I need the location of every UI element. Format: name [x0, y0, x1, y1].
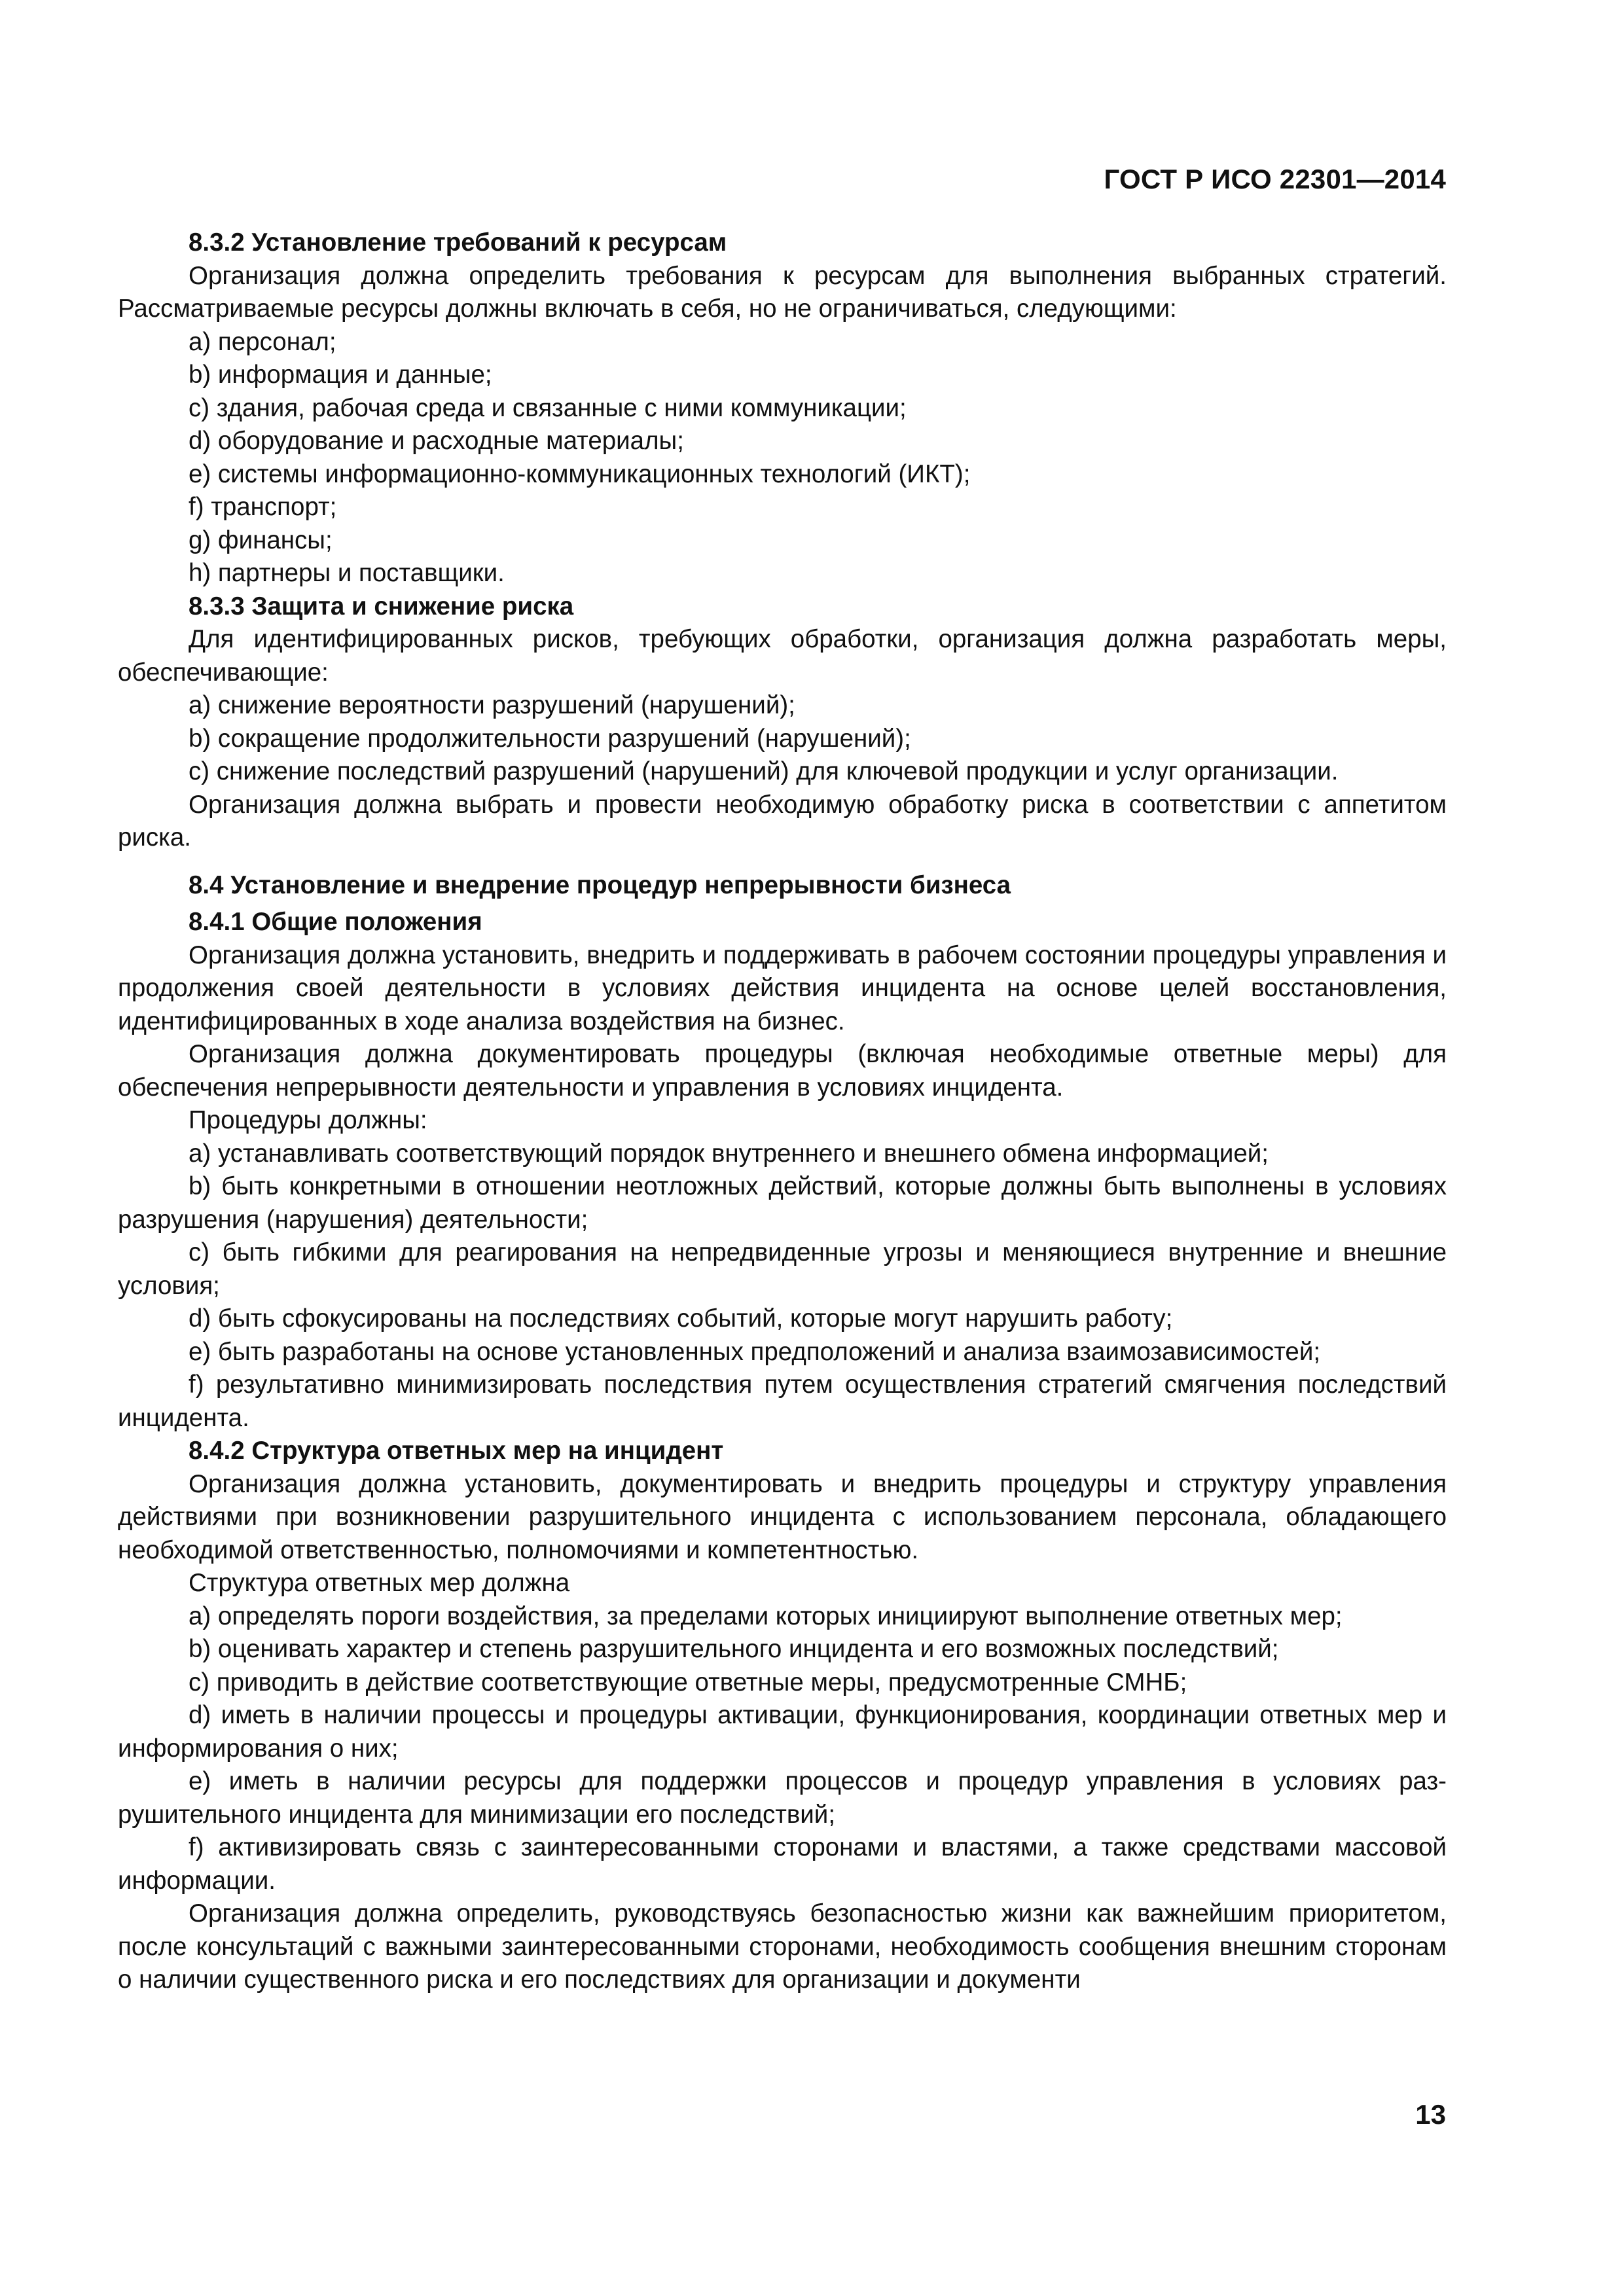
subsection-heading: 8.4.1 Общие положения [189, 908, 482, 936]
paragraph: c) снижение последствий разрушений (нарушений) для ключевой продукции и услуг организации. [189, 757, 1339, 785]
paragraph: d) иметь в наличии процессы и процедуры активации, функционирования, координации ответных мер и информирования о них; [118, 1701, 1447, 1763]
paragraph: g) финансы; [189, 526, 333, 554]
paragraph: e) быть разработаны на основе установленных предположений и анализа взаимозависимостей; [189, 1337, 1321, 1366]
paragraph: d) оборудование и расходные материалы; [189, 427, 684, 455]
paragraph: b) информация и данные; [189, 361, 492, 389]
paragraph: h) партнеры и поставщики. [189, 559, 505, 587]
paragraph: Для идентифицированных рисков, требующих обработки, организация должна разработать меры, обеспечивающие: [118, 625, 1447, 687]
paragraph: Организация должна установить, внедрить и поддерживать в рабочем состоянии процедуры управления и продолжения своей деятельности в условиях действия инцидента на основе целей восстановления, идентифицированных в ходе анализа воздействия на бизнес. [118, 941, 1447, 1035]
paragraph: e) системы информационно-коммуникационных технологий (ИКТ); [189, 459, 971, 488]
paragraph: а) определять пороги воздействия, за пределами которых инициируют выполнение ответных мер; [189, 1602, 1343, 1630]
paragraph: Организация должна выбрать и провести необходимую обработку риска в соответствии с аппетитом риска. [118, 790, 1447, 852]
paragraph: e) иметь в наличии ресурсы для поддержки процессов и процедур управления в условиях разрушительного инцидента для минимизации его последствий; [118, 1767, 1447, 1829]
paragraph: а) персонал; [189, 327, 336, 356]
section-heading: 8.4 Установление и внедрение процедур непрерывности бизнеса [189, 870, 1011, 899]
paragraph: Процедуры должны: [189, 1106, 427, 1134]
paragraph: f) транспорт; [189, 493, 337, 521]
paragraph: Структура ответных мер должна [189, 1569, 570, 1597]
subsection-heading: 8.3.2 Установление требований к ресурсам [189, 228, 727, 257]
paragraph: f) активизировать связь с заинтересованными сторонами и властями, а также средствами массовой информации. [118, 1833, 1447, 1895]
paragraph: b) быть конкретными в отношении неотложных действий, которые должны быть выполнены в условиях разрушения (нарушения) деятельности; [118, 1172, 1447, 1234]
document-code-header: ГОСТ Р ИСО 22301—2014 [1104, 164, 1446, 194]
paragraph: b) оценивать характер и степень разрушительного инцидента и его возможных последствий; [189, 1635, 1279, 1663]
page-number: 13 [1415, 2099, 1446, 2130]
document-body [118, 226, 1447, 1997]
paragraph: c) приводить в действие соответствующие ответные меры, предусмотренные СМНБ; [189, 1668, 1187, 1696]
subsection-heading: 8.4.2 Структура ответных мер на инцидент [189, 1437, 724, 1465]
paragraph: Организация должна установить, документировать и внедрить процедуры и структуру управления действиями при возникновении разрушительного инцидента с использованием персонала, обладающего необходимой ответственностью, полномочиями и компетентностью. [118, 1469, 1447, 1564]
subsection-heading: 8.3.3 Защита и снижение риска [189, 592, 574, 620]
paragraph: Организация должна документировать процедуры (включая необходимые ответные меры) для обеспечения непрерывности деятельности и управления в условиях инцидента. [118, 1040, 1447, 1102]
paragraph: c) здания, рабочая среда и связанные с ними коммуникации; [189, 393, 907, 422]
paragraph: Организация должна определить, руководствуясь безопасностью жизни как важнейшим приоритетом, после консультаций с важными заинтересованными сторонами, необходимость сообщения внешним сторонам о наличии существенного риска и его последствиях для организации и документи [118, 1899, 1447, 1994]
paragraph: а) устанавливать соответствующий порядок внутреннего и внешнего обмена информацией; [189, 1139, 1269, 1168]
paragraph: а) снижение вероятности разрушений (нарушений); [189, 691, 795, 719]
paragraph: c) быть гибкими для реагирования на непредвиденные угрозы и меняющиеся внутренние и внешние условия; [118, 1238, 1447, 1300]
paragraph: d) быть сфокусированы на последствиях событий, которые могут нарушить работу; [189, 1304, 1173, 1333]
paragraph: Организация должна определить требования к ресурсам для выполнения выбранных стратегий. Рассматриваемые ресурсы должны включать в себя, но не ограничиваться, следующими: [118, 261, 1447, 323]
paragraph: b) сокращение продолжительности разрушений (нарушений); [189, 724, 911, 753]
paragraph: f) результативно минимизировать последствия путем осуществления стратегий смягчения последствий инцидента. [118, 1371, 1447, 1432]
